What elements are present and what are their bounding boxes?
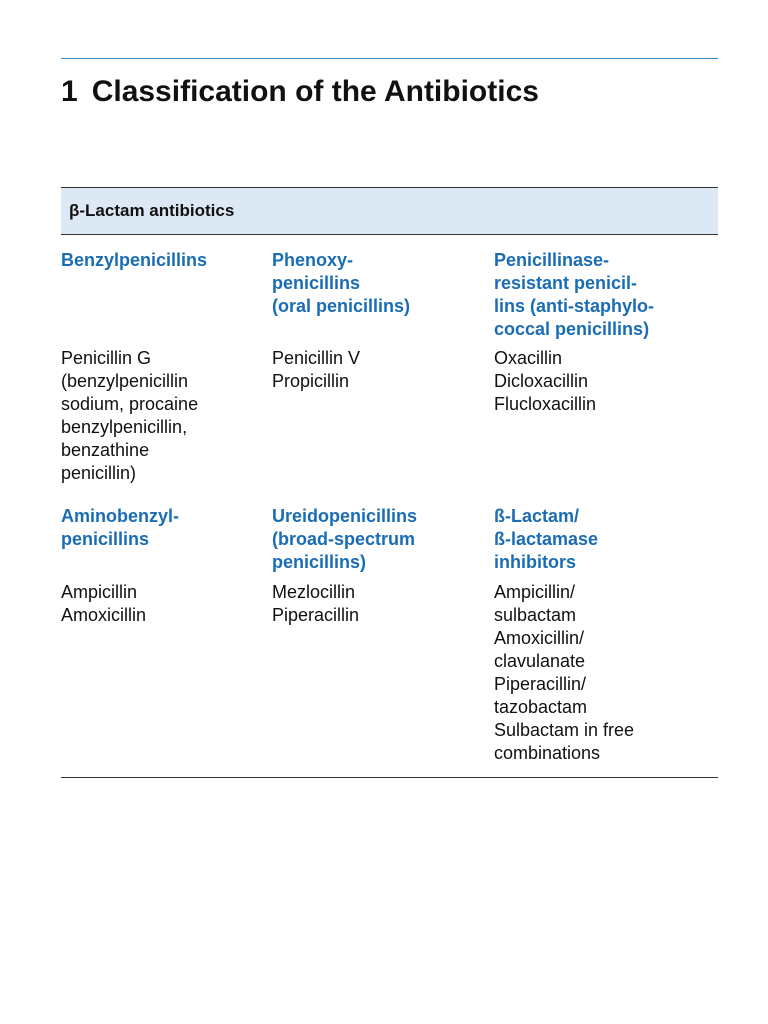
drug-line: benzylpenicillin, xyxy=(61,417,188,437)
drug-line: Amoxicillin xyxy=(61,605,147,625)
drug-line: clavulanate xyxy=(494,651,586,671)
drug-line: sulbactam xyxy=(494,605,577,625)
table-header xyxy=(61,187,718,235)
drugs-ureidopenicillins xyxy=(272,581,487,627)
drug-line: penicillin) xyxy=(61,463,137,483)
category-ureidopenicillins xyxy=(272,505,487,574)
category-line: Phenoxy- xyxy=(272,250,354,270)
category-line: ß-lactamase xyxy=(494,529,599,549)
drugs-aminobenzylpenicillins xyxy=(61,581,266,627)
category-line: Penicillinase- xyxy=(494,250,610,270)
category-benzylpenicillins xyxy=(61,249,266,272)
drug-line: Ampicillin/ xyxy=(494,582,576,602)
drugs-benzylpenicillins xyxy=(61,347,266,485)
chapter-title-text: Classification of the Antibiotics xyxy=(91,75,539,108)
chapter-number: 1 xyxy=(61,75,78,108)
classification-table xyxy=(61,187,718,763)
drug-line: (benzylpenicillin xyxy=(61,371,189,391)
category-line: ß-Lactam/ xyxy=(494,506,580,526)
drug-line: Flucloxacillin xyxy=(494,394,597,414)
drug-line: Sulbactam in free xyxy=(494,720,635,740)
drug-line: Oxacillin xyxy=(494,348,563,368)
drug-line: Penicillin V xyxy=(272,348,361,368)
category-line: penicillins) xyxy=(272,552,367,572)
category-aminobenzylpenicillins xyxy=(61,505,266,551)
drug-line: combinations xyxy=(494,743,601,763)
category-phenoxypenicillins xyxy=(272,249,487,318)
drugs-penicillinase-resistant xyxy=(494,347,718,416)
top-rule xyxy=(61,58,718,59)
category-line: inhibitors xyxy=(494,552,576,572)
category-line: resistant penicil- xyxy=(494,273,638,293)
category-line: (broad-spectrum xyxy=(272,529,416,549)
drug-line: Propicillin xyxy=(272,371,350,391)
drugs-beta-lactamase-inhibitors xyxy=(494,581,718,765)
drug-line: benzathine xyxy=(61,440,150,460)
drug-line: Mezlocillin xyxy=(272,582,356,602)
drug-line: Amoxicillin/ xyxy=(494,628,585,648)
drug-line: Piperacillin/ xyxy=(494,674,587,694)
drug-line: sodium, procaine xyxy=(61,394,199,414)
page-title xyxy=(61,73,539,111)
category-line: Aminobenzyl- xyxy=(61,506,180,526)
category-line: (oral penicillins) xyxy=(272,296,411,316)
category-line: Ureidopenicillins xyxy=(272,506,418,526)
bottom-rule xyxy=(61,777,718,778)
drugs-phenoxypenicillins xyxy=(272,347,487,393)
category-penicillinase-resistant xyxy=(494,249,718,341)
category-line: coccal penicillins) xyxy=(494,319,650,339)
drug-line: tazobactam xyxy=(494,697,588,717)
category-line: lins (anti-staphylo- xyxy=(494,296,655,316)
drug-line: Dicloxacillin xyxy=(494,371,589,391)
table-header-label: β-Lactam antibiotics xyxy=(69,201,235,220)
drug-line: Piperacillin xyxy=(272,605,360,625)
category-line: penicillins xyxy=(272,273,361,293)
drug-line: Penicillin G xyxy=(61,348,152,368)
category-beta-lactamase-inhibitors xyxy=(494,505,718,574)
category-line: Benzylpenicillins xyxy=(61,250,208,270)
drug-line: Ampicillin xyxy=(61,582,138,602)
category-line: penicillins xyxy=(61,529,150,549)
